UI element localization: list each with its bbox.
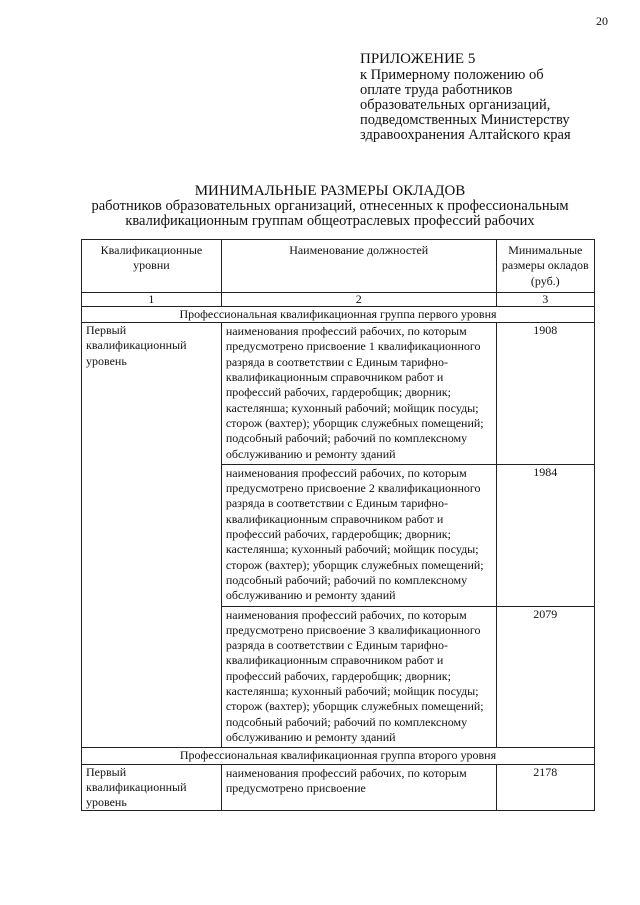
group-title: Профессиональная квалификационная группа первого уровня (82, 306, 595, 322)
salary-value: 1908 (496, 323, 594, 465)
group-title: Профессиональная квалификационная группа второго уровня (82, 748, 595, 764)
page-number: 20 (596, 14, 608, 28)
appendix-line: здравоохранения Алтайского края (360, 127, 571, 143)
column-number: 3 (496, 292, 594, 306)
document-heading (70, 184, 590, 229)
salary-table (81, 239, 595, 811)
header-levels: Квалификационные уровни (82, 240, 222, 293)
appendix-title: ПРИЛОЖЕНИЕ 5 (360, 51, 476, 67)
salary-value: 2178 (496, 764, 594, 811)
heading-subtitle-line: работников образовательных организаций, отнесенных к профессиональным (91, 198, 569, 214)
appendix-line: к Примерному положению об (360, 67, 544, 83)
heading-title: МИНИМАЛЬНЫЕ РАЗМЕРЫ ОКЛАДОВ (194, 183, 466, 199)
qualification-level: Первый квалификационный уровень (82, 323, 222, 748)
heading-subtitle-line: квалификационным группам общеотраслевых профессий рабочих (125, 213, 535, 229)
column-number-row (82, 292, 595, 306)
position-names: наименования профессий рабочих, по которым предусмотрено присвоение (221, 764, 496, 811)
position-names: наименования профессий рабочих, по которым предусмотрено присвоение 1 квалификационного разряда в соответствии с Единым тарифно-квалификационным справочником работ и профессий рабочих, гардеробщик; дворник; кастелянша; кухонный рабочий; мойщик посуды; сторож (вахтер); уборщик служебных помещений; подсобный рабочий; рабочий по комплексному обслуживанию и ремонту зданий (221, 323, 496, 465)
column-number: 1 (82, 292, 222, 306)
table-header-row (82, 240, 595, 293)
appendix-line: оплате труда работников (360, 82, 513, 98)
appendix-line: подведомственных Министерству (360, 112, 570, 128)
header-salaries: Минимальные размеры окладов (руб.) (496, 240, 594, 293)
group-header-row (82, 748, 595, 764)
group-header-row (82, 306, 595, 322)
header-positions: Наименование должностей (221, 240, 496, 293)
salary-value: 1984 (496, 464, 594, 606)
qualification-level: Первый квалификационный уровень (82, 764, 222, 811)
table-row (82, 323, 595, 465)
salary-value: 2079 (496, 606, 594, 748)
position-names: наименования профессий рабочих, по которым предусмотрено присвоение 3 квалификационного разряда в соответствии с Единым тарифно-квалификационным справочником работ и профессий рабочих, гардеробщик; дворник; кастелянша; кухонный рабочий; мойщик посуды; сторож (вахтер); уборщик служебных помещений; подсобный рабочий; рабочий по комплексному обслуживанию и ремонту зданий (221, 606, 496, 748)
position-names: наименования профессий рабочих, по которым предусмотрено присвоение 2 квалификационного разряда в соответствии с Единым тарифно-квалификационным справочником работ и профессий рабочих, гардеробщик; дворник; кастелянша; кухонный рабочий; мойщик посуды; сторож (вахтер); уборщик служебных помещений; подсобный рабочий; рабочий по комплексному обслуживанию и ремонту зданий (221, 464, 496, 606)
appendix-line: образовательных организаций, (360, 97, 551, 113)
column-number: 2 (221, 292, 496, 306)
table-row (82, 764, 595, 811)
appendix-block (360, 52, 610, 143)
